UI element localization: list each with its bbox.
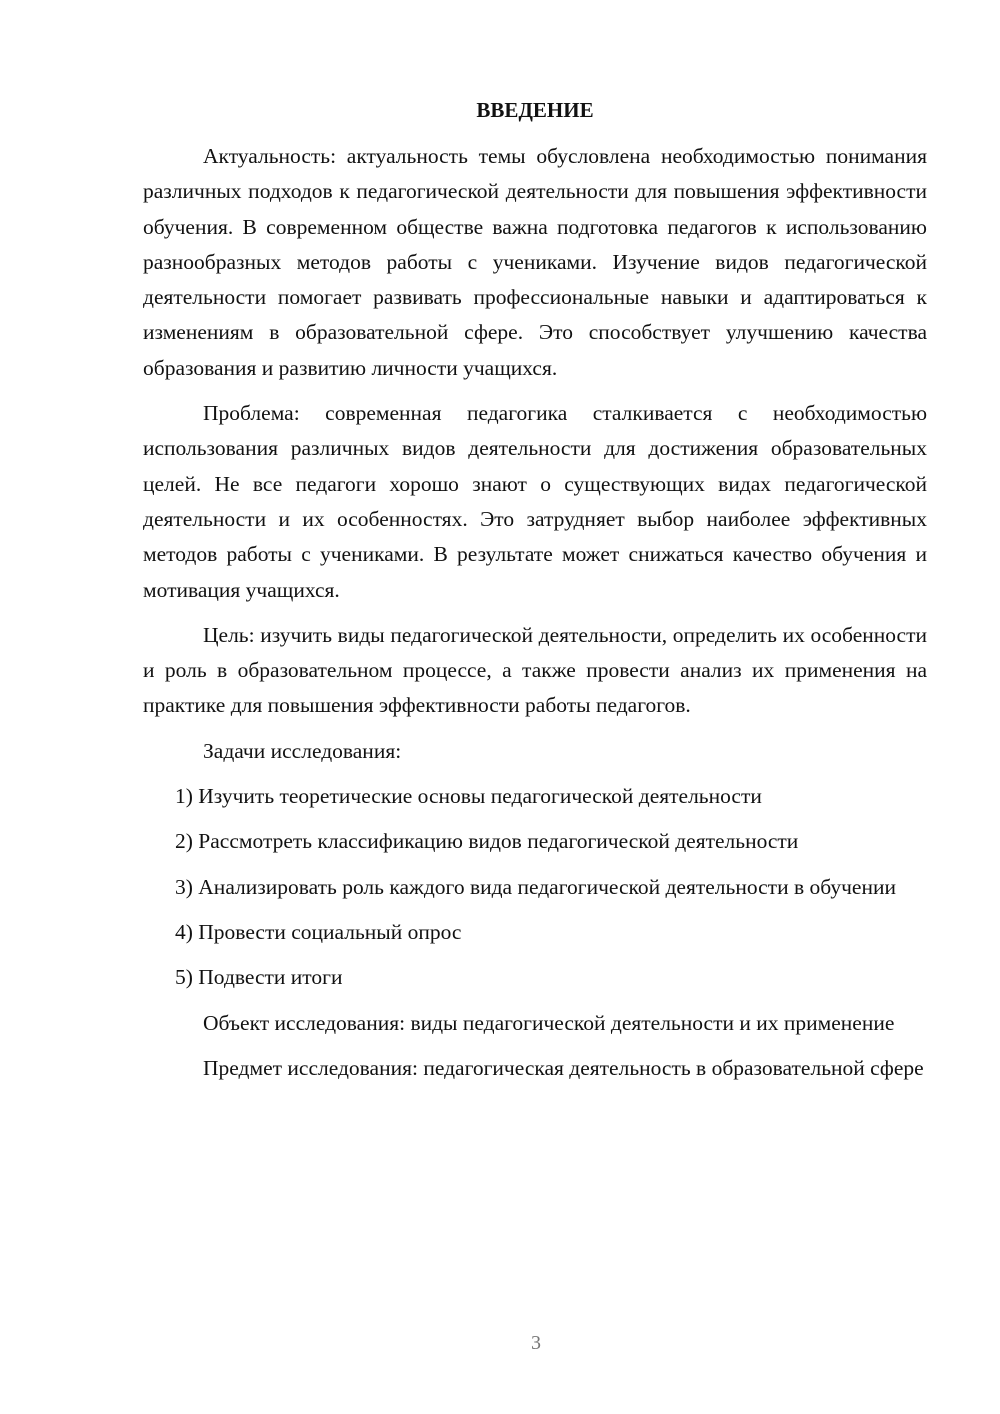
problem-paragraph: Проблема: современная педагогика сталкивается с необходимостью использования различных видов деятельности для достижения образовательных целей. Не все педагоги хорошо знают о существующих видах педагогической деятельности и их особенностях. Это затрудняет выбор наиболее эффективных методов работы с учениками. В результате может снижаться качество обучения и мотивация учащихся. [143,401,927,602]
task-item: 1) Изучить теоретические основы педагогической деятельности [175,784,762,809]
page-content [143,90,927,1096]
task-item: 2) Рассмотреть классификацию видов педагогической деятельности [175,829,799,854]
goal-paragraph: Цель: изучить виды педагогической деятельности, определить их особенности и роль в образовательном процессе, а также провести анализ их применения на практике для повышения эффективности работы педагогов. [143,622,927,718]
page-number: 3 [531,1332,541,1354]
object-paragraph: Объект исследования: виды педагогической деятельности и их применение [203,1010,895,1035]
relevance-paragraph: Актуальность: актуальность темы обусловлена необходимостью понимания различных подходов к педагогической деятельности для повышения эффективности обучения. В современном обществе важна подготовка педагогов к использованию разнообразных методов работы с учениками. Изучение видов педагогической деятельности помогает развивать профессиональные навыки и адаптироваться к изменениям в образовательной сфере. Это способствует улучшению качества образования и развитию личности учащихся. [143,144,927,380]
task-item: 3) Анализировать роль каждого вида педагогической деятельности в обучении [175,874,896,899]
task-item: 5) Подвести итоги [175,965,343,990]
tasks-heading: Задачи исследования: [203,738,402,763]
section-title: ВВЕДЕНИЕ [476,98,594,122]
subject-paragraph: Предмет исследования: педагогическая деятельность в образовательной сфере [203,1055,924,1080]
task-item: 4) Провести социальный опрос [175,919,462,944]
